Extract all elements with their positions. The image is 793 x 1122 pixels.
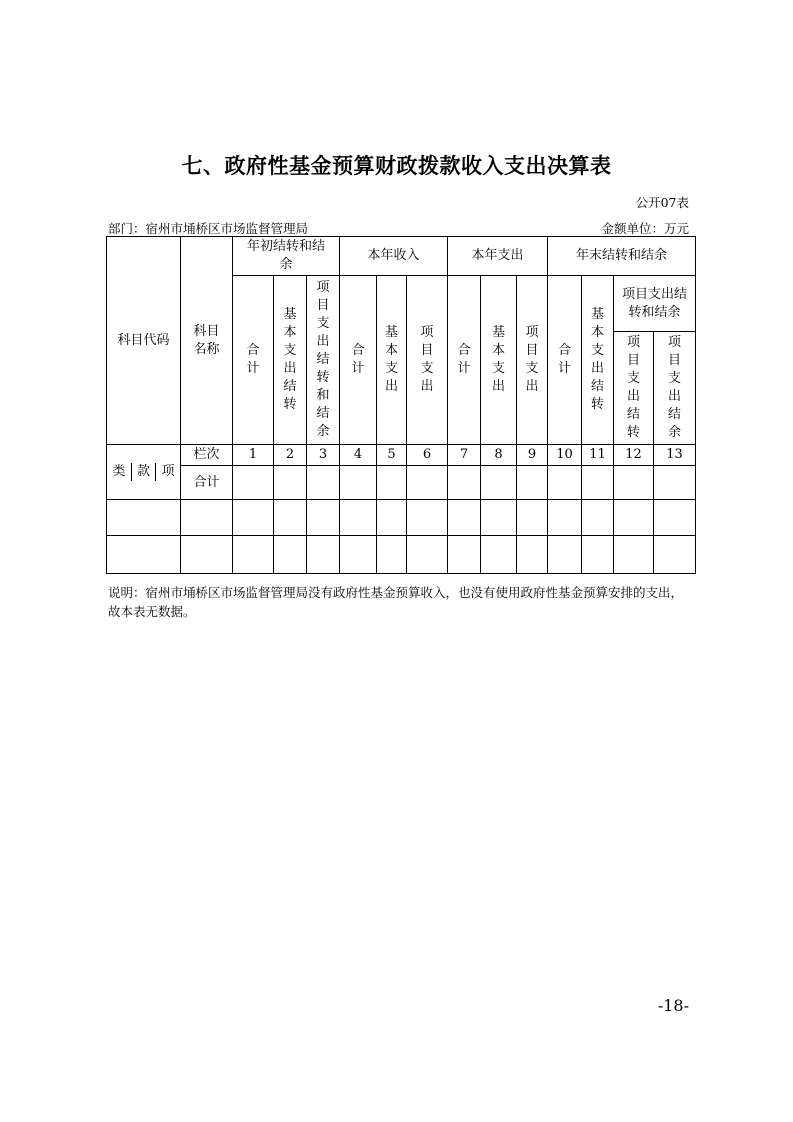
column-number: 6 bbox=[407, 445, 448, 466]
column-number: 8 bbox=[481, 445, 517, 466]
table-cell bbox=[448, 536, 481, 574]
header-xiang: 项 bbox=[155, 463, 180, 481]
table-cell bbox=[274, 536, 307, 574]
table-cell bbox=[654, 466, 696, 500]
column-number: 2 bbox=[274, 445, 307, 466]
table-cell bbox=[307, 536, 340, 574]
table-cell bbox=[340, 466, 377, 500]
table-cell bbox=[614, 466, 654, 500]
column-number: 10 bbox=[548, 445, 582, 466]
table-cell bbox=[517, 500, 548, 536]
page-number: -18- bbox=[657, 996, 689, 1015]
header-end: 年末结转和结余 bbox=[548, 237, 696, 276]
table-cell bbox=[517, 536, 548, 574]
code-sub-header bbox=[107, 445, 181, 500]
table-cell bbox=[233, 466, 274, 500]
table-cell bbox=[407, 466, 448, 500]
column-number: 9 bbox=[517, 445, 548, 466]
table-cell bbox=[307, 466, 340, 500]
table-cell bbox=[582, 466, 614, 500]
column-number: 13 bbox=[654, 445, 696, 466]
header-lei: 类 bbox=[112, 464, 126, 479]
table-cell bbox=[233, 500, 274, 536]
table-cell bbox=[181, 500, 233, 536]
column-number: 4 bbox=[340, 445, 377, 466]
header-end-project-carry: 项目支出结转 bbox=[614, 332, 654, 445]
table-row bbox=[107, 500, 696, 536]
table-cell bbox=[181, 536, 233, 574]
table-cell bbox=[407, 536, 448, 574]
budget-table bbox=[106, 236, 696, 574]
header-expense: 本年支出 bbox=[448, 237, 548, 276]
unit-label: 金额单位：万元 bbox=[601, 221, 689, 236]
header-expense-basic: 基本支出 bbox=[481, 276, 517, 445]
table-cell bbox=[340, 500, 377, 536]
table-cell bbox=[307, 500, 340, 536]
header-lanci: 栏次 bbox=[181, 445, 233, 466]
table-cell bbox=[548, 536, 582, 574]
header-end-total: 合计 bbox=[548, 276, 582, 445]
page-title: 七、政府性基金预算财政拨款收入支出决算表 bbox=[181, 154, 612, 178]
header-end-project-balance: 项目支出结余 bbox=[654, 332, 696, 445]
total-row-label: 合计 bbox=[181, 466, 233, 500]
table-cell bbox=[654, 536, 696, 574]
column-number: 7 bbox=[448, 445, 481, 466]
column-number: 5 bbox=[377, 445, 407, 466]
column-number: 3 bbox=[307, 445, 340, 466]
table-cell bbox=[407, 500, 448, 536]
header-expense-project: 项目支出 bbox=[517, 276, 548, 445]
table-cell bbox=[481, 466, 517, 500]
header-name: 科目名称 bbox=[181, 237, 233, 445]
table-cell bbox=[448, 466, 481, 500]
form-number: 公开07表 bbox=[635, 195, 689, 210]
table-cell bbox=[274, 466, 307, 500]
table-cell bbox=[233, 536, 274, 574]
table-cell bbox=[548, 466, 582, 500]
header-end-basic: 基本支出结转 bbox=[582, 276, 614, 445]
table-cell bbox=[481, 500, 517, 536]
table-cell bbox=[582, 536, 614, 574]
header-begin: 年初结转和结余 bbox=[233, 237, 340, 276]
column-number: 1 bbox=[233, 445, 274, 466]
table-cell bbox=[481, 536, 517, 574]
table-cell bbox=[654, 500, 696, 536]
header-income: 本年收入 bbox=[340, 237, 448, 276]
header-income-project: 项目支出 bbox=[407, 276, 448, 445]
table-cell bbox=[274, 500, 307, 536]
header-income-total: 合计 bbox=[340, 276, 377, 445]
column-number: 11 bbox=[582, 445, 614, 466]
header-begin-project: 项目支出结转和结余 bbox=[307, 276, 340, 445]
table-cell bbox=[517, 466, 548, 500]
header-kuan: 款 bbox=[131, 463, 156, 481]
header-end-project: 项目支出结转和结余 bbox=[614, 276, 696, 332]
column-number: 12 bbox=[614, 445, 654, 466]
table-note: 说明：宿州市埇桥区市场监督管理局没有政府性基金预算收入，也没有使用政府性基金预算安排的支出，故本表无数据。 bbox=[108, 585, 684, 619]
header-code: 科目代码 bbox=[107, 237, 181, 445]
table-cell bbox=[582, 500, 614, 536]
table-cell bbox=[548, 500, 582, 536]
table-cell bbox=[377, 536, 407, 574]
table-cell bbox=[377, 466, 407, 500]
header-income-basic: 基本支出 bbox=[377, 276, 407, 445]
header-begin-basic: 基本支出结转 bbox=[274, 276, 307, 445]
table-cell bbox=[614, 500, 654, 536]
table-cell bbox=[107, 536, 181, 574]
table-cell bbox=[377, 500, 407, 536]
header-expense-total: 合计 bbox=[448, 276, 481, 445]
table-cell bbox=[340, 536, 377, 574]
department-label: 部门：宿州市埇桥区市场监督管理局 bbox=[108, 221, 309, 236]
header-begin-total: 合计 bbox=[233, 276, 274, 445]
table-cell bbox=[614, 536, 654, 574]
table-row bbox=[107, 536, 696, 574]
table-cell bbox=[107, 500, 181, 536]
table-cell bbox=[448, 500, 481, 536]
